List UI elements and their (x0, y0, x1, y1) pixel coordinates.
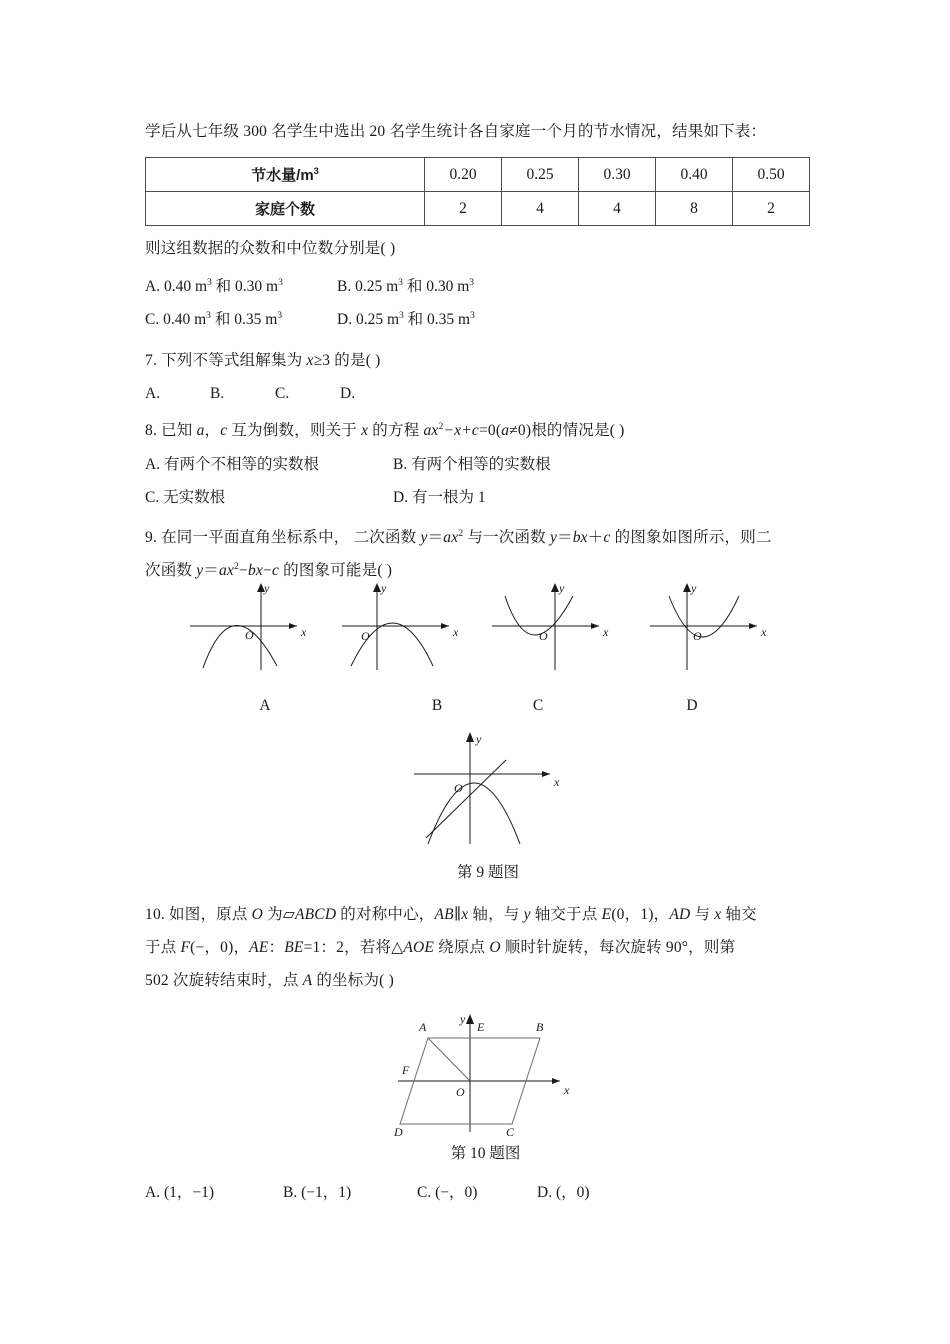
svg-text:D: D (394, 1125, 403, 1139)
q10-l2-F: F (180, 939, 191, 956)
q9-l2-sup: 2 (234, 560, 240, 572)
svg-text:x: x (603, 625, 609, 639)
svg-text:A: A (419, 1020, 427, 1034)
q9-l1-plus: ＋ (587, 529, 604, 546)
q8-eq-2: −x+c (443, 422, 479, 439)
q8-var-a: a (196, 422, 205, 439)
svg-text:O: O (245, 628, 254, 642)
svg-text:y: y (264, 581, 270, 595)
q9-choice-letter-c: C (532, 697, 544, 714)
q10-l2-t5: 顺时针旋转，每次旋转 90°，则第 (500, 939, 736, 956)
row-header-cell: 家庭个数 (146, 192, 425, 226)
q6-options-row-1 (145, 274, 807, 297)
q8-option-c: C. 无实数根 (145, 489, 226, 506)
q9-l2-minus1: − (239, 562, 248, 579)
q10-l1-t7: 与 (690, 906, 715, 923)
q6-option-d: D. 0.25 $m^3$ 和 0.35 $m^3$ (337, 309, 475, 328)
q9-l2-t2: 的图象可能是( ) (279, 562, 393, 579)
table-cell: 2 (733, 192, 810, 226)
q10-l1-E: E (601, 906, 612, 923)
table (145, 157, 810, 226)
q7-option-d: D. (340, 385, 356, 402)
q9-choice-letter-b: B (431, 697, 443, 714)
q9-figure-c (487, 578, 617, 673)
q9-l1-eq: ＝ (427, 529, 444, 546)
q10-figure (378, 1008, 593, 1138)
q10-option-a: A. (1，−1) (145, 1184, 215, 1201)
q7-options-row (145, 385, 807, 408)
q10-l3-A: A (302, 972, 313, 989)
q8-t1: 8. 已知 (145, 422, 197, 439)
row-header-text: 节水量/m (251, 167, 314, 184)
q10-l1-t1: 10. 如图，原点 (145, 906, 252, 923)
q8-eq-5: ≠0)根的情况是( ) (509, 422, 625, 439)
q10-l2-t1: 于点 (145, 939, 181, 956)
q10-l1-AB: AB (434, 906, 454, 923)
q10-l1-t5: 轴交于点 (530, 906, 602, 923)
q8-option-b: B. 有两个相等的实数根 (393, 456, 551, 473)
table-cell: 0.20 (425, 158, 502, 192)
q10-l2-colon: ： (268, 939, 285, 956)
q8-options-row-2 (145, 485, 807, 508)
q10-option-b: B. (−1，1) (283, 1184, 352, 1201)
q7-stem (145, 349, 807, 372)
q7-stem-pre: 7. 下列不等式组解集为 (145, 352, 307, 369)
q9-l1-t3: 的图象如图所示，则二 (610, 529, 772, 546)
table-cell: 4 (502, 192, 579, 226)
water-saving-table (145, 157, 807, 226)
q8-t3: 互为倒数，则关于 (227, 422, 362, 439)
table-row (146, 192, 810, 226)
q9-l1-ax: ax (443, 529, 459, 546)
q9-l2-t1: 次函数 (145, 562, 197, 579)
q10-option-c: C. (−，0) (417, 1184, 478, 1201)
q7-option-a: A. (145, 385, 161, 402)
q9-figure-a (185, 578, 315, 673)
q10-l1-par: ∥ (453, 906, 462, 923)
q10-l2-AE: AE (249, 939, 269, 956)
q8-eq-sup: 2 (438, 420, 444, 432)
table-cell: 0.50 (733, 158, 810, 192)
q10-l2-t4: 绕原点 (434, 939, 490, 956)
svg-text:x: x (554, 775, 560, 789)
svg-text:O: O (361, 629, 370, 643)
svg-text:y: y (691, 581, 697, 595)
q8-var-c: c (220, 422, 228, 439)
svg-text:F: F (402, 1063, 410, 1077)
q9-choice-letter-d: D (686, 697, 698, 714)
svg-text:x: x (301, 625, 307, 639)
q8-option-a: A. 有两个不相等的实数根 (145, 456, 319, 473)
q8-eq-3: =0( (478, 422, 502, 439)
q8-t2: ， (204, 422, 221, 439)
q9-l1-eq2: ＝ (557, 529, 573, 546)
svg-text:x: x (564, 1083, 570, 1097)
row-header-sup: 3 (313, 166, 319, 176)
q9-l1-y2: y (549, 529, 558, 546)
q10-stem-line1 (145, 903, 807, 926)
q10-option-d: D. (，0) (537, 1184, 590, 1201)
q10-l2-BE: BE (284, 939, 304, 956)
q9-l1-t2: 与一次函数 (463, 529, 550, 546)
q9-l2-minus2: − (263, 562, 272, 579)
q10-l1-AD: AD (669, 906, 691, 923)
q10-l1-x: x (461, 906, 469, 923)
svg-text:O: O (539, 629, 548, 643)
q10-l1-y: y (523, 906, 531, 923)
svg-text:y: y (381, 581, 387, 595)
q9-l2-eq: ＝ (203, 562, 219, 579)
q9-l1-c: c (603, 529, 611, 546)
svg-text:O: O (454, 781, 463, 795)
q10-l1-O: O (251, 906, 264, 923)
q9-l2-y: y (196, 562, 204, 579)
q9-main-figure (398, 726, 578, 851)
q7-option-c: C. (275, 385, 290, 402)
svg-text:B: B (536, 1020, 544, 1034)
q10-l1-x2: x (714, 906, 722, 923)
svg-text:x: x (453, 625, 459, 639)
svg-text:y: y (476, 732, 482, 746)
q10-l1-t6: (0，1)， (611, 906, 670, 923)
table-cell: 2 (425, 192, 502, 226)
q9-l1-y: y (420, 529, 428, 546)
q10-figure-caption: 第 10 题图 (450, 1145, 521, 1162)
q10-l2-t3: =1：2，若将△ (303, 939, 404, 956)
table-cell: 0.40 (656, 158, 733, 192)
svg-text:E: E (477, 1020, 485, 1034)
q7-stem-var: x (306, 352, 314, 369)
svg-text:y: y (559, 581, 565, 595)
q9-stem-line1 (145, 526, 807, 549)
svg-text:C: C (506, 1125, 515, 1139)
q10-options-row (145, 1180, 807, 1203)
q10-l1-t4: 轴，与 (468, 906, 524, 923)
q10-l2-AOE: AOE (403, 939, 435, 956)
q9-l1-t1: 9. 在同一平面直角坐标系中， 二次函数 (145, 529, 421, 546)
q6-option-c: C. 0.40 $m^3$ 和 0.35 $m^3$ (145, 309, 283, 328)
svg-text:O: O (693, 629, 702, 643)
q9-figure-caption: 第 9 题图 (456, 864, 519, 881)
q8-eq-4: a (501, 422, 510, 439)
q10-l2-O: O (489, 939, 501, 956)
q9-l2-ax: ax (218, 562, 235, 579)
q9-l1-bx: bx (572, 529, 588, 546)
q10-l1-t2: 为▱ (263, 906, 295, 923)
q7-stem-post: ≥3 的是( ) (313, 352, 381, 369)
table-cell: 0.30 (579, 158, 656, 192)
q10-l1-t8: 轴交 (721, 906, 757, 923)
table-cell: 0.25 (502, 158, 579, 192)
q8-stem (145, 419, 807, 442)
q6-options-row-2 (145, 307, 807, 330)
q9-figure-b (337, 578, 467, 673)
table-cell: 8 (656, 192, 733, 226)
q9-l1-sup: 2 (458, 527, 464, 539)
q10-stem-line3 (145, 969, 807, 992)
q10-l1-t3: 的对称中心， (336, 906, 435, 923)
q9-figure-d (645, 578, 775, 673)
table-row (146, 158, 810, 192)
row-header-cell (146, 158, 425, 192)
q9-choice-letter-a: A (259, 697, 271, 714)
table-cell: 4 (579, 192, 656, 226)
intro-paragraph: 学后从七年级 300 名学生中选出 20 名学生统计各自家庭一个月的节水情况，结果如下表： (145, 123, 767, 140)
q8-options-row-1 (145, 452, 807, 475)
q8-var-x: x (361, 422, 369, 439)
q10-l3-t1: 502 次旋转结束时，点 (145, 972, 303, 989)
svg-text:O: O (456, 1085, 465, 1099)
q8-option-d: D. 有一根为 1 (393, 489, 486, 506)
q9-l2-bx: bx (247, 562, 263, 579)
svg-text:y: y (460, 1012, 466, 1026)
q10-l2-t2: (−，0)， (190, 939, 250, 956)
q7-option-b: B. (210, 385, 225, 402)
q9-l2-c: c (271, 562, 280, 579)
q10-l3-t2: 的坐标为( ) (312, 972, 394, 989)
q8-eq-1: ax (423, 422, 439, 439)
svg-text:x: x (761, 625, 767, 639)
q6-option-a: A. 0.40 $m^3$ 和 0.30 $m^3$ (145, 276, 283, 295)
q6-option-b: B. 0.25 $m^3$ 和 0.30 $m^3$ (337, 276, 475, 295)
q8-t4: 的方程 (368, 422, 424, 439)
q10-l1-ABCD: ABCD (294, 906, 337, 923)
q10-stem-line2 (145, 936, 807, 959)
q6-stem: 则这组数据的众数和中位数分别是( ) (145, 240, 396, 257)
